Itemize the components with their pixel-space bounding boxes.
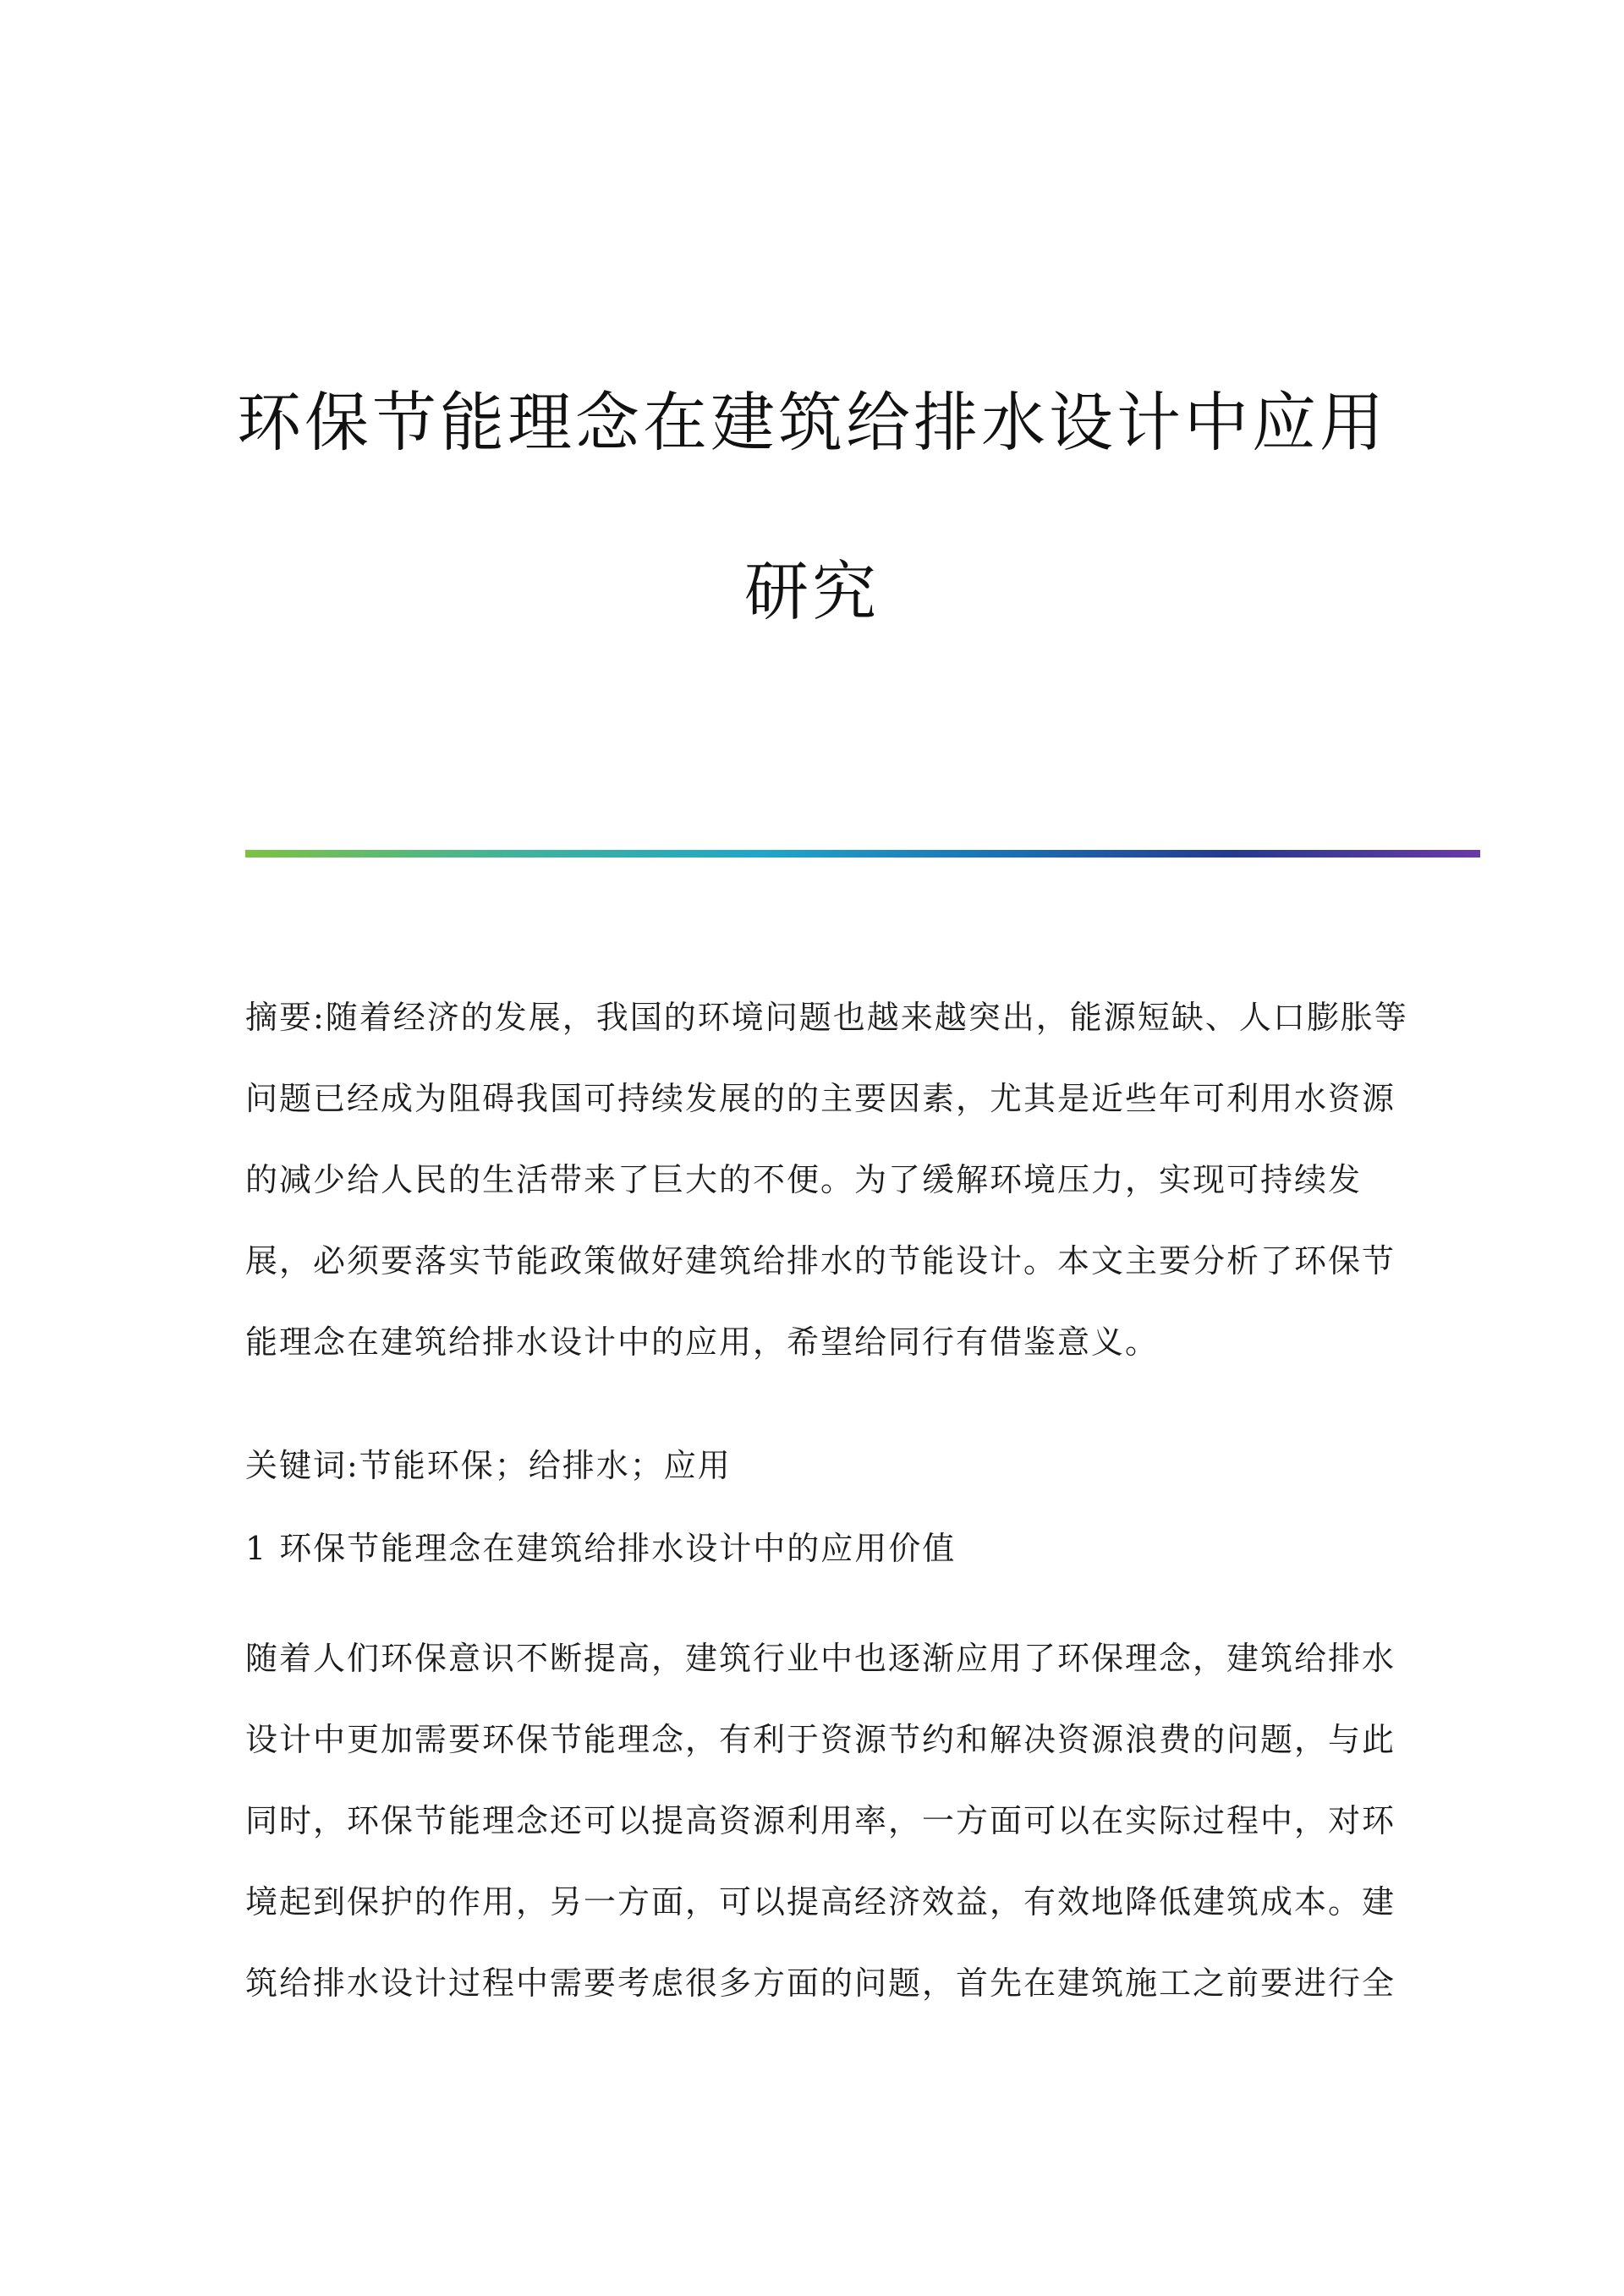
body-line: 随着人们环保意识不断提高，建筑行业中也逐渐应用了环保理念，建筑给排水 bbox=[245, 1640, 1396, 1677]
abstract-line: 的减少给人民的生活带来了巨大的不便。为了缓解环境压力，实现可持续发 bbox=[245, 1161, 1363, 1198]
section-heading-text: 1 环保节能理念在建筑给排水设计中的应用价值 bbox=[245, 1530, 957, 1567]
abstract-line: 摘要:随着经济的发展，我国的环境问题也越来越突出，能源短缺、人口膨胀等 bbox=[245, 999, 1408, 1036]
body-line: 设计中更加需要环保节能理念，有利于资源节约和解决资源浪费的问题，与此 bbox=[245, 1721, 1396, 1758]
abstract-line: 问题已经成为阻碍我国可持续发展的的主要因素，尤其是近些年可利用水资源 bbox=[245, 1080, 1396, 1117]
abstract-line: 能理念在建筑给排水设计中的应用，希望给同行有借鉴意义。 bbox=[245, 1323, 1160, 1361]
title-divider bbox=[245, 850, 1480, 858]
abstract-paragraph bbox=[245, 977, 1408, 1383]
document-title-line-1: 环保节能理念在建筑给排水设计中应用 bbox=[237, 385, 1387, 460]
abstract-line: 展，必须要落实节能政策做好建筑给排水的节能设计。本文主要分析了环保节 bbox=[245, 1242, 1396, 1280]
body-line: 同时，环保节能理念还可以提高资源利用率，一方面可以在实际过程中，对环 bbox=[245, 1802, 1396, 1839]
section-heading bbox=[245, 1508, 1396, 1589]
body-line: 境起到保护的作用，另一方面，可以提高经济效益，有效地降低建筑成本。建 bbox=[245, 1883, 1396, 1921]
body-paragraph bbox=[245, 1618, 1396, 2024]
keywords-line bbox=[245, 1425, 1396, 1506]
body-line: 筑给排水设计过程中需要考虑很多方面的问题，首先在建筑施工之前要进行全 bbox=[245, 1964, 1396, 2002]
document-title-line-2: 研究 bbox=[744, 554, 880, 629]
keywords-text: 关键词:节能环保；给排水；应用 bbox=[245, 1447, 732, 1484]
